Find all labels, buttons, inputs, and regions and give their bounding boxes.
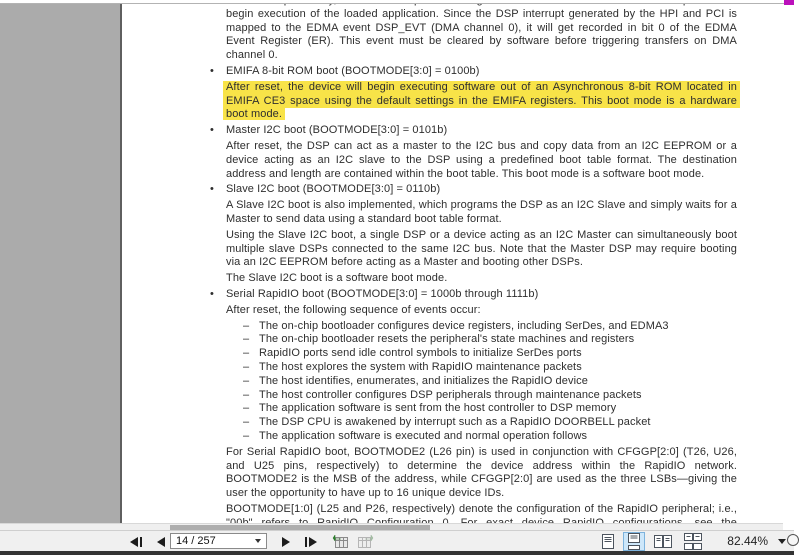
doc-line: and U25 pins, respectively) to determine the device address within the RapidIO network.: [226, 459, 737, 472]
dash-list-item: [226, 333, 737, 347]
next-page-icon: [282, 537, 290, 547]
dash-marker: –: [243, 416, 250, 429]
paragraph: [226, 140, 737, 181]
page-combobox-dropdown-icon[interactable]: [255, 539, 261, 543]
doc-line: user the opportunity to have up to 16 unique device IDs.: [226, 487, 505, 500]
doc-line: BOOTMODE[1:0] (L25 and P26, respectively) denote the configuration of the RapidIO peripheral; i.e.,: [226, 502, 737, 515]
dash-list-item: [226, 416, 737, 430]
doc-line: device acting as an I2C slave to the DSP using a predefined boot table format. The destination: [226, 153, 737, 166]
bottom-toolbar: [0, 530, 794, 551]
doc-line: BOOTMODE2 is the MSB of the address, while CFGGP[2:0] are used as the three LSBs—giving the: [226, 473, 737, 486]
page-number-combobox[interactable]: [170, 533, 267, 549]
bullet-label: EMIFA 8-bit ROM boot (BOOTMODE[3:0] = 0100b): [226, 64, 480, 77]
document-page: [120, 4, 784, 524]
highlighted-paragraph: [226, 81, 737, 122]
doc-line: channel 0.: [226, 49, 278, 62]
window-bottom-bar: [0, 551, 794, 555]
last-page-icon: [309, 537, 317, 547]
doc-line: [226, 108, 737, 122]
last-page-button[interactable]: [301, 533, 321, 550]
doc-line: mapped to the EDMA event DSP_EVT (DMA channel 0), it will get recorded in bit 0 of the EDMA: [226, 21, 737, 34]
horizontal-scrollbar[interactable]: [0, 523, 783, 530]
bullet-label: Slave I2C boot (BOOTMODE[3:0] = 0110b): [226, 183, 441, 196]
doc-line: address and length are contained within the boot table. This boot mode is a software boot mode.: [226, 167, 705, 180]
doc-line: For Serial RapidIO boot, BOOTMODE2 (L26 pin) is used in conjunction with CFGGP[2:0] (T26, U26,: [226, 445, 737, 458]
dash-marker: –: [243, 429, 250, 442]
zoom-dropdown-icon[interactable]: [778, 539, 786, 544]
dash-marker: –: [243, 333, 250, 346]
previous-view-button[interactable]: [329, 532, 351, 551]
dash-list-item: [226, 402, 737, 416]
bullet-marker: •: [210, 124, 214, 137]
doc-line: After reset, the following sequence of events occur:: [226, 303, 481, 316]
bullet-item: [210, 124, 737, 138]
first-page-button[interactable]: [126, 533, 146, 550]
doc-line: A Slave I2C boot is also implemented, which programs the DSP as an I2C Slave and simply waits for a: [226, 199, 737, 212]
paragraph: [226, 229, 737, 270]
dash-list-item: [226, 430, 737, 444]
view-continuous-facing-button[interactable]: [682, 532, 704, 551]
highlighted-text: boot mode.: [223, 108, 285, 120]
doc-line: EMIFA CE3 space using the default settings in the EMIFA registers. This boot mode is a hardware: [223, 95, 740, 109]
previous-page-icon: [157, 537, 165, 547]
view-continuous-button[interactable]: [623, 532, 645, 551]
previous-view-icon: [332, 534, 349, 549]
continuous-facing-icon: [684, 533, 702, 550]
doc-line: Master to send data using a standard boot table format.: [226, 212, 502, 225]
doc-line: Event Register (ER). This event must be cleared by software before triggering transfers on DMA: [226, 35, 737, 48]
continuous-page-icon: [627, 533, 641, 550]
doc-line: via an I2C EEPROM before acting as a Master and booting other DSPs.: [226, 256, 584, 269]
paragraph: [226, 272, 737, 286]
page-number-value: 14 / 257: [176, 535, 216, 547]
single-page-icon: [601, 533, 615, 550]
dash-list-item: [226, 320, 737, 334]
dash-marker: –: [243, 402, 250, 415]
dash-item-label: The on-chip bootloader configures device registers, including SerDes, and EDMA3: [259, 319, 669, 332]
dash-list-item: [226, 361, 737, 375]
dash-item-label: The host explores the system with RapidIO maintenance packets: [259, 360, 582, 373]
partial-circle-icon: [787, 534, 799, 546]
dash-item-label: The application software is executed and normal operation follows: [259, 429, 588, 442]
view-facing-button[interactable]: [652, 532, 674, 551]
dash-marker: –: [243, 347, 250, 360]
paragraph: [226, 304, 737, 318]
doc-line: The Slave I2C boot is a software boot mode.: [226, 272, 448, 285]
dash-item-label: RapidIO ports send idle control symbols to initialize SerDes ports: [259, 347, 582, 360]
dash-list-item: [226, 389, 737, 403]
view-single-page-button[interactable]: [597, 532, 619, 551]
paragraph: [226, 0, 737, 63]
document-content: [210, 0, 737, 530]
dash-item-label: The on-chip bootloader resets the peripheral's state machines and registers: [259, 333, 635, 346]
dash-marker: –: [243, 319, 250, 332]
bullet-item: [210, 183, 737, 197]
dash-item-label: The DSP CPU is awakened by interrupt such as a RapidIO DOORBELL packet: [259, 416, 651, 429]
first-page-icon: [130, 537, 138, 547]
doc-line: begin execution of the loaded application. Since the DSP interrupt generated by the HPI and PCI is: [226, 7, 737, 20]
magenta-corner-marker: [784, 0, 794, 5]
bullet-item: [210, 64, 737, 79]
doc-line: Using the Slave I2C boot, a single DSP or a device acting as an I2C Master can simultaneously boot: [226, 228, 737, 241]
doc-line: After reset, the DSP can act as a master to the I2C bus and copy data from an I2C EEPROM or a: [226, 139, 737, 152]
doc-line: multiple slave DSPs connected to the same I2C bus. Note that the Master DSP may require booting: [226, 242, 737, 255]
right-gutter: [783, 4, 794, 524]
dash-item-label: The application software is sent from the host controller to DSP memory: [259, 402, 617, 415]
next-view-button[interactable]: [354, 532, 376, 551]
doc-line: After reset, the device will begin executing software out of an Asynchronous 8-bit ROM located in: [223, 81, 740, 95]
bullet-label: Master I2C boot (BOOTMODE[3:0] = 0101b): [226, 124, 448, 137]
next-page-button[interactable]: [276, 533, 296, 550]
dash-list-item: [226, 347, 737, 361]
paragraph: [226, 199, 737, 227]
bullet-marker: •: [210, 64, 214, 77]
dash-marker: –: [243, 374, 250, 387]
next-view-icon: [357, 534, 374, 549]
dash-marker: –: [243, 388, 250, 401]
previous-page-button[interactable]: [151, 533, 171, 550]
window-top-border: [0, 3, 794, 4]
dash-list-item: [226, 375, 737, 389]
bullet-label: Serial RapidIO boot (BOOTMODE[3:0] = 1000b through 1111b): [226, 287, 539, 300]
dash-marker: –: [243, 360, 250, 373]
bullet-marker: •: [210, 183, 214, 196]
zoom-level-value: 82.44%: [727, 534, 768, 548]
paragraph: [226, 446, 737, 501]
dash-item-label: The host controller configures DSP peripherals through maintenance packets: [259, 388, 642, 401]
facing-pages-icon: [654, 533, 672, 550]
bullet-marker: •: [210, 287, 214, 300]
dash-item-label: The host identifies, enumerates, and initializes the RapidIO device: [259, 374, 588, 387]
bullet-item: [210, 287, 737, 302]
